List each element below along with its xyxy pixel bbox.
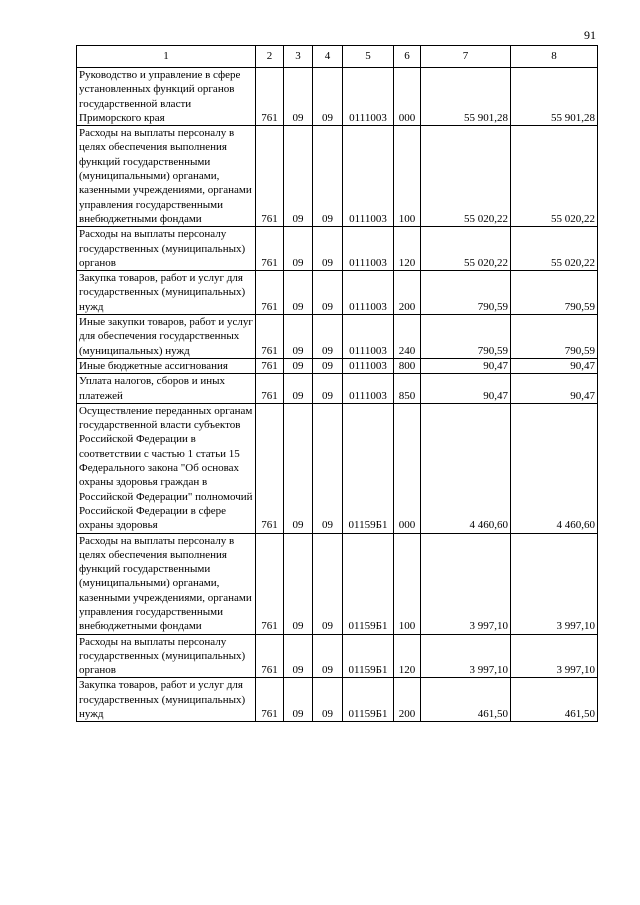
- subsection-code: 09: [313, 227, 343, 271]
- expense-type-code: 100: [394, 126, 421, 227]
- subsection-code: 09: [313, 634, 343, 678]
- header-cell: 6: [394, 46, 421, 68]
- amount-col7: 4 460,60: [421, 403, 511, 533]
- target-code: 01159Б1: [343, 403, 394, 533]
- amount-col7: 55 901,28: [421, 68, 511, 126]
- row-description: Расходы на выплаты персоналу в целях обеспечения выполнения функций государственными (муниципальными) органами, казенными учреждениями, органами управления государственными внебюджетными фондами: [77, 533, 256, 634]
- target-code: 01159Б1: [343, 678, 394, 722]
- ministry-code: 761: [256, 271, 284, 315]
- ministry-code: 761: [256, 374, 284, 404]
- amount-col7: 461,50: [421, 678, 511, 722]
- expense-type-code: 100: [394, 533, 421, 634]
- row-description: Расходы на выплаты персоналу государственных (муниципальных) органов: [77, 634, 256, 678]
- amount-col7: 3 997,10: [421, 533, 511, 634]
- subsection-code: 09: [313, 678, 343, 722]
- ministry-code: 761: [256, 403, 284, 533]
- section-code: 09: [284, 315, 313, 359]
- target-code: 0111003: [343, 227, 394, 271]
- section-code: 09: [284, 227, 313, 271]
- page-number: 91: [584, 28, 596, 42]
- target-code: 0111003: [343, 271, 394, 315]
- target-code: 0111003: [343, 358, 394, 373]
- amount-col8: 790,59: [511, 315, 598, 359]
- amount-col7: 790,59: [421, 315, 511, 359]
- ministry-code: 761: [256, 634, 284, 678]
- section-code: 09: [284, 678, 313, 722]
- expense-type-code: 850: [394, 374, 421, 404]
- expense-type-code: 200: [394, 271, 421, 315]
- amount-col8: 461,50: [511, 678, 598, 722]
- amount-col7: 3 997,10: [421, 634, 511, 678]
- table-row: [77, 634, 598, 678]
- header-cell: 2: [256, 46, 284, 68]
- row-description: Закупка товаров, работ и услуг для государственных (муниципальных) нужд: [77, 271, 256, 315]
- subsection-code: 09: [313, 271, 343, 315]
- section-code: 09: [284, 126, 313, 227]
- ministry-code: 761: [256, 358, 284, 373]
- header-cell: 7: [421, 46, 511, 68]
- subsection-code: 09: [313, 315, 343, 359]
- header-row: [77, 46, 598, 68]
- row-description: Иные закупки товаров, работ и услуг для обеспечения государственных (муниципальных) нужд: [77, 315, 256, 359]
- target-code: 01159Б1: [343, 634, 394, 678]
- expense-type-code: 120: [394, 227, 421, 271]
- table-row: [77, 358, 598, 373]
- section-code: 09: [284, 634, 313, 678]
- table-row: [77, 374, 598, 404]
- table-row: [77, 315, 598, 359]
- amount-col7: 90,47: [421, 374, 511, 404]
- subsection-code: 09: [313, 403, 343, 533]
- table-row: [77, 126, 598, 227]
- row-description: Расходы на выплаты персоналу государственных (муниципальных) органов: [77, 227, 256, 271]
- amount-col8: 3 997,10: [511, 533, 598, 634]
- expense-type-code: 120: [394, 634, 421, 678]
- ministry-code: 761: [256, 126, 284, 227]
- table-row: [77, 403, 598, 533]
- table-row: [77, 68, 598, 126]
- ministry-code: 761: [256, 315, 284, 359]
- expense-type-code: 200: [394, 678, 421, 722]
- header-cell: 8: [511, 46, 598, 68]
- target-code: 0111003: [343, 315, 394, 359]
- row-description: Иные бюджетные ассигнования: [77, 358, 256, 373]
- target-code: 01159Б1: [343, 533, 394, 634]
- target-code: 0111003: [343, 374, 394, 404]
- amount-col8: 4 460,60: [511, 403, 598, 533]
- section-code: 09: [284, 403, 313, 533]
- amount-col8: 55 020,22: [511, 227, 598, 271]
- target-code: 0111003: [343, 126, 394, 227]
- budget-table: [76, 45, 598, 722]
- amount-col8: 55 901,28: [511, 68, 598, 126]
- amount-col7: 790,59: [421, 271, 511, 315]
- row-description: Расходы на выплаты персоналу в целях обеспечения выполнения функций государственными (муниципальными) органами, казенными учреждениями, органами управления государственными внебюджетными фондами: [77, 126, 256, 227]
- subsection-code: 09: [313, 533, 343, 634]
- section-code: 09: [284, 374, 313, 404]
- header-cell: 1: [77, 46, 256, 68]
- header-cell: 4: [313, 46, 343, 68]
- row-description: Осуществление переданных органам государственной власти субъектов Российской Федерации в соответствии с частью 1 статьи 15 Федерального закона "Об основах охраны здоровья граждан в Российской Федерации" полномочий Российской Федерации в сфере охраны здоровья: [77, 403, 256, 533]
- header-cell: 5: [343, 46, 394, 68]
- ministry-code: 761: [256, 227, 284, 271]
- expense-type-code: 000: [394, 403, 421, 533]
- table-row: [77, 533, 598, 634]
- ministry-code: 761: [256, 678, 284, 722]
- table-row: [77, 678, 598, 722]
- header-cell: 3: [284, 46, 313, 68]
- expense-type-code: 000: [394, 68, 421, 126]
- ministry-code: 761: [256, 68, 284, 126]
- amount-col7: 90,47: [421, 358, 511, 373]
- subsection-code: 09: [313, 126, 343, 227]
- expense-type-code: 800: [394, 358, 421, 373]
- row-description: Закупка товаров, работ и услуг для государственных (муниципальных) нужд: [77, 678, 256, 722]
- subsection-code: 09: [313, 358, 343, 373]
- amount-col8: 55 020,22: [511, 126, 598, 227]
- amount-col8: 90,47: [511, 358, 598, 373]
- amount-col8: 90,47: [511, 374, 598, 404]
- amount-col8: 3 997,10: [511, 634, 598, 678]
- section-code: 09: [284, 68, 313, 126]
- ministry-code: 761: [256, 533, 284, 634]
- table-row: [77, 227, 598, 271]
- subsection-code: 09: [313, 374, 343, 404]
- row-description: Уплата налогов, сборов и иных платежей: [77, 374, 256, 404]
- section-code: 09: [284, 271, 313, 315]
- section-code: 09: [284, 533, 313, 634]
- row-description: Руководство и управление в сфере установленных функций органов государственной власти Приморского края: [77, 68, 256, 126]
- expense-type-code: 240: [394, 315, 421, 359]
- amount-col7: 55 020,22: [421, 126, 511, 227]
- amount-col7: 55 020,22: [421, 227, 511, 271]
- subsection-code: 09: [313, 68, 343, 126]
- table-row: [77, 271, 598, 315]
- section-code: 09: [284, 358, 313, 373]
- target-code: 0111003: [343, 68, 394, 126]
- amount-col8: 790,59: [511, 271, 598, 315]
